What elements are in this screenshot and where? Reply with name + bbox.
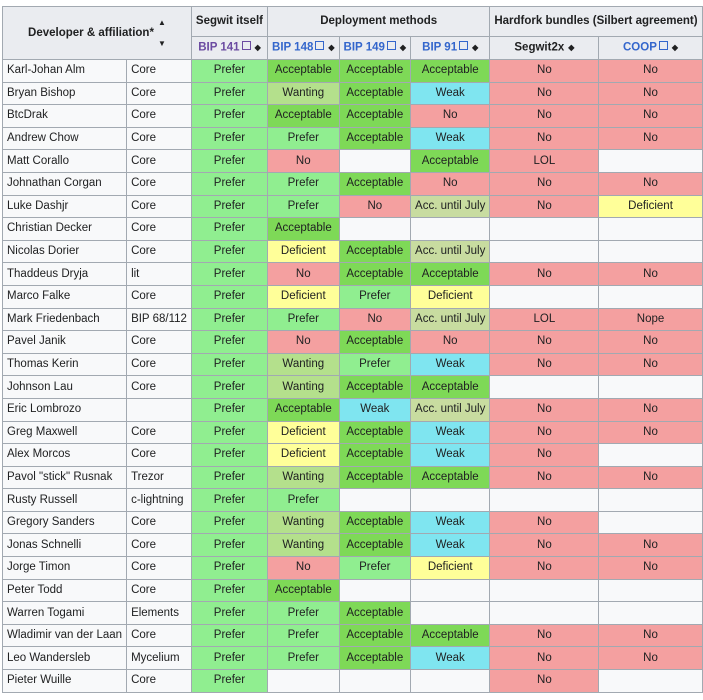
table-row <box>3 602 703 625</box>
col-bip141-header[interactable] <box>191 37 267 60</box>
table-row <box>3 511 703 534</box>
bip149-link[interactable]: BIP 149 <box>343 41 385 54</box>
external-link-icon <box>387 41 396 50</box>
table-row <box>3 218 703 241</box>
segwit2x-stance-cell: No <box>490 60 599 83</box>
table-row <box>3 647 703 670</box>
developer-name-cell: Mark Friedenbach <box>3 308 127 331</box>
developer-name-cell: Nicolas Dorier <box>3 240 127 263</box>
bip141-stance-cell: Prefer <box>191 240 267 263</box>
table-row <box>3 172 703 195</box>
bip148-stance-cell: Acceptable <box>268 398 340 421</box>
sort-icon[interactable]: ◆ <box>328 43 335 53</box>
segwit2x-stance-cell <box>490 579 599 602</box>
table-row <box>3 489 703 512</box>
developer-name-cell: Johnson Lau <box>3 376 127 399</box>
bip141-stance-cell: Prefer <box>191 218 267 241</box>
segwit2x-stance-cell: No <box>490 127 599 150</box>
bip141-stance-cell: Prefer <box>191 624 267 647</box>
table-row <box>3 60 703 83</box>
bip141-stance-cell: Prefer <box>191 466 267 489</box>
developer-name-cell: Greg Maxwell <box>3 421 127 444</box>
table-row <box>3 285 703 308</box>
segwit-group-header: Segwit itself <box>191 7 267 37</box>
coop-stance-cell: Deficient <box>599 195 702 218</box>
affiliation-cell: Core <box>127 557 192 580</box>
sort-icon[interactable]: ◆ <box>671 43 679 53</box>
bip91-stance-cell: Weak <box>411 421 490 444</box>
bip148-stance-cell: No <box>268 150 340 173</box>
sort-icon[interactable]: ◆ <box>568 43 575 53</box>
bip149-stance-cell <box>339 218 411 241</box>
table-row <box>3 670 703 693</box>
affiliation-cell: Core <box>127 172 192 195</box>
developer-name-cell: Matt Corallo <box>3 150 127 173</box>
segwit2x-stance-cell: No <box>490 670 599 693</box>
bip91-stance-cell <box>411 670 490 693</box>
bip141-stance-cell: Prefer <box>191 534 267 557</box>
coop-stance-cell <box>599 376 702 399</box>
coop-stance-cell: No <box>599 624 702 647</box>
bip91-stance-cell <box>411 579 490 602</box>
bip91-stance-cell: Acceptable <box>411 376 490 399</box>
bip91-stance-cell: Weak <box>411 511 490 534</box>
segwit2x-stance-cell: No <box>490 624 599 647</box>
bip141-stance-cell: Prefer <box>191 579 267 602</box>
segwit2x-stance-cell: No <box>490 398 599 421</box>
bip141-stance-cell: Prefer <box>191 195 267 218</box>
bip141-stance-cell: Prefer <box>191 127 267 150</box>
bip148-stance-cell: Prefer <box>268 489 340 512</box>
bip148-stance-cell: Wanting <box>268 353 340 376</box>
bip91-stance-cell: Weak <box>411 444 490 467</box>
segwit2x-stance-cell <box>490 489 599 512</box>
bip148-link[interactable]: BIP 148 <box>272 41 314 54</box>
segwit2x-stance-cell <box>490 240 599 263</box>
bip149-stance-cell: Prefer <box>339 557 411 580</box>
bip148-stance-cell: Prefer <box>268 195 340 218</box>
affiliation-cell: Core <box>127 331 192 354</box>
segwit2x-stance-cell: No <box>490 511 599 534</box>
bip148-stance-cell: Wanting <box>268 82 340 105</box>
bip141-stance-cell: Prefer <box>191 308 267 331</box>
developer-name-cell: Johnathan Corgan <box>3 172 127 195</box>
bip149-stance-cell <box>339 150 411 173</box>
bip148-stance-cell: Prefer <box>268 602 340 625</box>
segwit2x-stance-cell <box>490 285 599 308</box>
segwit2x-stance-cell: No <box>490 331 599 354</box>
developer-name-cell: Luke Dashjr <box>3 195 127 218</box>
developer-name-cell: Karl-Johan Alm <box>3 60 127 83</box>
bip149-stance-cell <box>339 579 411 602</box>
sort-icon[interactable]: ◆ <box>254 43 261 53</box>
coop-stance-cell: No <box>599 331 702 354</box>
bip148-stance-cell: Acceptable <box>268 218 340 241</box>
segwit2x-label: Segwit2x <box>514 41 565 54</box>
bip91-stance-cell: Acc. until July <box>411 398 490 421</box>
bip91-stance-cell: Acc. until July <box>411 308 490 331</box>
affiliation-cell: Core <box>127 670 192 693</box>
bip149-stance-cell: Acceptable <box>339 624 411 647</box>
bip149-stance-cell <box>339 670 411 693</box>
developer-name-cell: Thomas Kerin <box>3 353 127 376</box>
affiliation-cell: Core <box>127 511 192 534</box>
affiliation-cell: c-lightning <box>127 489 192 512</box>
bip141-stance-cell: Prefer <box>191 489 267 512</box>
bip149-stance-cell: Acceptable <box>339 60 411 83</box>
segwit2x-stance-cell: No <box>490 466 599 489</box>
bip148-stance-cell: Wanting <box>268 534 340 557</box>
coop-stance-cell <box>599 511 702 534</box>
bip149-stance-cell: No <box>339 195 411 218</box>
bip148-stance-cell: Prefer <box>268 127 340 150</box>
bip148-stance-cell: Wanting <box>268 466 340 489</box>
table-row <box>3 444 703 467</box>
external-link-icon <box>242 41 251 50</box>
coop-stance-cell: No <box>599 172 702 195</box>
coop-stance-cell: No <box>599 398 702 421</box>
table-row <box>3 579 703 602</box>
bip148-stance-cell: Deficient <box>268 444 340 467</box>
developer-name-cell: Gregory Sanders <box>3 511 127 534</box>
bip148-stance-cell: Deficient <box>268 240 340 263</box>
comparison-table-wrapper <box>2 6 703 693</box>
table-row <box>3 376 703 399</box>
developer-name-cell: Pavel Janik <box>3 331 127 354</box>
table-body <box>3 60 703 693</box>
segwit2x-stance-cell: No <box>490 172 599 195</box>
hardfork-group-header: Hardfork bundles (Silbert agreement) <box>490 7 702 37</box>
bip149-stance-cell: Weak <box>339 398 411 421</box>
bip91-stance-cell: No <box>411 331 490 354</box>
bip141-link[interactable]: BIP 141 <box>198 41 240 54</box>
affiliation-cell: lit <box>127 263 192 286</box>
affiliation-cell: Core <box>127 60 192 83</box>
affiliation-cell: Core <box>127 218 192 241</box>
developer-name-cell: Jonas Schnelli <box>3 534 127 557</box>
bip149-stance-cell: Acceptable <box>339 466 411 489</box>
bip141-stance-cell: Prefer <box>191 444 267 467</box>
segwit2x-stance-cell: No <box>490 557 599 580</box>
table-row <box>3 421 703 444</box>
sort-icon[interactable]: ▲ ▼ <box>157 18 166 48</box>
bip148-stance-cell: Wanting <box>268 376 340 399</box>
coop-stance-cell <box>599 240 702 263</box>
bip149-stance-cell: Acceptable <box>339 127 411 150</box>
developer-name-cell: Leo Wandersleb <box>3 647 127 670</box>
bip149-stance-cell: Acceptable <box>339 240 411 263</box>
segwit2x-stance-cell: No <box>490 421 599 444</box>
developer-name-cell: Christian Decker <box>3 218 127 241</box>
bip91-stance-cell: Deficient <box>411 285 490 308</box>
segwit2x-stance-cell: No <box>490 105 599 128</box>
affiliation-cell <box>127 398 192 421</box>
bip148-stance-cell: Acceptable <box>268 105 340 128</box>
affiliation-cell: BIP 68/112 <box>127 308 192 331</box>
developer-name-cell: Marco Falke <box>3 285 127 308</box>
segwit2x-stance-cell: LOL <box>490 308 599 331</box>
bip148-stance-cell: Acceptable <box>268 579 340 602</box>
bip148-stance-cell: Prefer <box>268 647 340 670</box>
table-row <box>3 353 703 376</box>
table-row <box>3 466 703 489</box>
bip141-stance-cell: Prefer <box>191 602 267 625</box>
bip91-stance-cell <box>411 489 490 512</box>
table-row <box>3 534 703 557</box>
developer-name-cell: Pavol "stick" Rusnak <box>3 466 127 489</box>
bip148-stance-cell: Wanting <box>268 511 340 534</box>
bip141-stance-cell: Prefer <box>191 285 267 308</box>
bip141-stance-cell: Prefer <box>191 263 267 286</box>
bip141-stance-cell: Prefer <box>191 376 267 399</box>
external-link-icon <box>659 41 668 50</box>
bip148-stance-cell: Prefer <box>268 172 340 195</box>
developer-affiliation-label: Developer & affiliation* <box>28 27 154 40</box>
developer-name-cell: Warren Togami <box>3 602 127 625</box>
bip91-stance-cell: Acceptable <box>411 150 490 173</box>
bip149-stance-cell: Acceptable <box>339 534 411 557</box>
affiliation-cell: Core <box>127 376 192 399</box>
bip148-stance-cell: Prefer <box>268 624 340 647</box>
developer-name-cell: Pieter Wuille <box>3 670 127 693</box>
bip141-stance-cell: Prefer <box>191 331 267 354</box>
affiliation-cell: Trezor <box>127 466 192 489</box>
bip91-stance-cell: No <box>411 172 490 195</box>
bip149-stance-cell: Prefer <box>339 285 411 308</box>
developer-name-cell: Wladimir van der Laan <box>3 624 127 647</box>
bip91-stance-cell: Acc. until July <box>411 240 490 263</box>
developer-name-cell: Jorge Timon <box>3 557 127 580</box>
col-coop-header[interactable] <box>599 37 702 60</box>
external-link-icon <box>459 41 468 50</box>
bip148-stance-cell: No <box>268 557 340 580</box>
coop-stance-cell <box>599 218 702 241</box>
segwit2x-stance-cell: No <box>490 444 599 467</box>
sort-icon[interactable]: ◆ <box>399 43 407 53</box>
segwit2x-stance-cell: No <box>490 647 599 670</box>
bip141-stance-cell: Prefer <box>191 105 267 128</box>
bip149-stance-cell: Prefer <box>339 353 411 376</box>
bip91-stance-cell: Weak <box>411 534 490 557</box>
segwit2x-stance-cell: No <box>490 353 599 376</box>
coop-stance-cell <box>599 444 702 467</box>
developer-name-cell: Alex Morcos <box>3 444 127 467</box>
bip149-stance-cell: Acceptable <box>339 105 411 128</box>
affiliation-cell: Core <box>127 444 192 467</box>
coop-stance-cell: No <box>599 82 702 105</box>
affiliation-cell: Core <box>127 534 192 557</box>
developer-name-cell: BtcDrak <box>3 105 127 128</box>
bip149-stance-cell: Acceptable <box>339 602 411 625</box>
coop-stance-cell <box>599 150 702 173</box>
segwit2x-stance-cell: No <box>490 82 599 105</box>
coop-link[interactable]: COOP <box>623 41 657 54</box>
table-row <box>3 624 703 647</box>
coop-stance-cell <box>599 489 702 512</box>
coop-stance-cell: No <box>599 534 702 557</box>
bip91-stance-cell: Weak <box>411 82 490 105</box>
bip149-stance-cell: Acceptable <box>339 376 411 399</box>
bip91-stance-cell: Acceptable <box>411 466 490 489</box>
developer-stance-table <box>2 6 703 693</box>
coop-stance-cell: No <box>599 263 702 286</box>
bip148-stance-cell <box>268 670 340 693</box>
segwit2x-stance-cell: No <box>490 263 599 286</box>
deployment-group-header: Deployment methods <box>268 7 490 37</box>
table-row <box>3 150 703 173</box>
segwit2x-stance-cell <box>490 376 599 399</box>
table-row <box>3 308 703 331</box>
col-bip91-header[interactable] <box>411 37 490 60</box>
coop-stance-cell: No <box>599 60 702 83</box>
bip141-stance-cell: Prefer <box>191 398 267 421</box>
segwit2x-stance-cell <box>490 218 599 241</box>
coop-stance-cell: No <box>599 466 702 489</box>
developer-name-cell: Andrew Chow <box>3 127 127 150</box>
affiliation-cell: Mycelium <box>127 647 192 670</box>
bip148-stance-cell: Deficient <box>268 285 340 308</box>
bip91-stance-cell: Weak <box>411 353 490 376</box>
bip149-stance-cell: Acceptable <box>339 331 411 354</box>
bip148-stance-cell: Prefer <box>268 308 340 331</box>
affiliation-cell: Core <box>127 150 192 173</box>
affiliation-cell: Core <box>127 421 192 444</box>
bip148-stance-cell: No <box>268 263 340 286</box>
bip91-stance-cell: Acceptable <box>411 263 490 286</box>
bip141-stance-cell: Prefer <box>191 647 267 670</box>
bip148-stance-cell: Acceptable <box>268 60 340 83</box>
bip149-stance-cell: Acceptable <box>339 421 411 444</box>
segwit2x-stance-cell: No <box>490 195 599 218</box>
bip91-link[interactable]: BIP 91 <box>422 41 458 54</box>
table-row <box>3 240 703 263</box>
bip91-stance-cell: Weak <box>411 127 490 150</box>
table-row <box>3 398 703 421</box>
coop-stance-cell: No <box>599 105 702 128</box>
segwit2x-stance-cell: LOL <box>490 150 599 173</box>
bip149-stance-cell: Acceptable <box>339 82 411 105</box>
bip91-stance-cell: Deficient <box>411 557 490 580</box>
coop-stance-cell: Nope <box>599 308 702 331</box>
segwit2x-stance-cell: No <box>490 534 599 557</box>
bip141-stance-cell: Prefer <box>191 353 267 376</box>
coop-stance-cell: No <box>599 421 702 444</box>
bip148-stance-cell: Deficient <box>268 421 340 444</box>
affiliation-cell: Core <box>127 285 192 308</box>
coop-stance-cell: No <box>599 353 702 376</box>
affiliation-cell: Core <box>127 195 192 218</box>
coop-stance-cell <box>599 602 702 625</box>
coop-stance-cell <box>599 579 702 602</box>
table-row <box>3 263 703 286</box>
bip149-stance-cell: Acceptable <box>339 511 411 534</box>
bip91-stance-cell: Acceptable <box>411 624 490 647</box>
bip91-stance-cell: Weak <box>411 647 490 670</box>
bip149-stance-cell: Acceptable <box>339 444 411 467</box>
bip91-stance-cell <box>411 602 490 625</box>
affiliation-cell: Core <box>127 579 192 602</box>
developer-name-cell: Peter Todd <box>3 579 127 602</box>
bip141-stance-cell: Prefer <box>191 421 267 444</box>
table-row <box>3 127 703 150</box>
table-row <box>3 105 703 128</box>
col-bip149-header[interactable] <box>339 37 411 60</box>
affiliation-cell: Core <box>127 240 192 263</box>
table-row <box>3 195 703 218</box>
col-segwit2x-header[interactable] <box>490 37 599 60</box>
segwit2x-stance-cell <box>490 602 599 625</box>
bip91-stance-cell: No <box>411 105 490 128</box>
bip149-stance-cell <box>339 489 411 512</box>
bip141-stance-cell: Prefer <box>191 82 267 105</box>
coop-stance-cell: No <box>599 127 702 150</box>
bip141-stance-cell: Prefer <box>191 557 267 580</box>
table-row <box>3 82 703 105</box>
affiliation-cell: Elements <box>127 602 192 625</box>
bip91-stance-cell: Acc. until July <box>411 195 490 218</box>
coop-stance-cell: No <box>599 647 702 670</box>
bip148-stance-cell: No <box>268 331 340 354</box>
col-bip148-header[interactable] <box>268 37 340 60</box>
coop-stance-cell: No <box>599 557 702 580</box>
coop-stance-cell <box>599 670 702 693</box>
bip141-stance-cell: Prefer <box>191 172 267 195</box>
affiliation-cell: Core <box>127 82 192 105</box>
bip149-stance-cell: Acceptable <box>339 172 411 195</box>
affiliation-cell: Core <box>127 624 192 647</box>
table-row <box>3 557 703 580</box>
developer-name-cell: Thaddeus Dryja <box>3 263 127 286</box>
developer-name-cell: Bryan Bishop <box>3 82 127 105</box>
bip149-stance-cell: No <box>339 308 411 331</box>
affiliation-cell: Core <box>127 105 192 128</box>
developer-name-cell: Rusty Russell <box>3 489 127 512</box>
table-row <box>3 331 703 354</box>
bip141-stance-cell: Prefer <box>191 511 267 534</box>
bip141-stance-cell: Prefer <box>191 60 267 83</box>
affiliation-cell: Core <box>127 353 192 376</box>
sort-icon[interactable]: ◆ <box>472 43 479 53</box>
bip149-stance-cell: Acceptable <box>339 263 411 286</box>
bip91-stance-cell <box>411 218 490 241</box>
bip141-stance-cell: Prefer <box>191 150 267 173</box>
coop-stance-cell <box>599 285 702 308</box>
affiliation-cell: Core <box>127 127 192 150</box>
developer-affiliation-header[interactable] <box>3 7 192 60</box>
bip149-stance-cell: Acceptable <box>339 647 411 670</box>
bip91-stance-cell: Acceptable <box>411 60 490 83</box>
external-link-icon <box>315 41 324 50</box>
bip141-stance-cell: Prefer <box>191 670 267 693</box>
developer-name-cell: Eric Lombrozo <box>3 398 127 421</box>
